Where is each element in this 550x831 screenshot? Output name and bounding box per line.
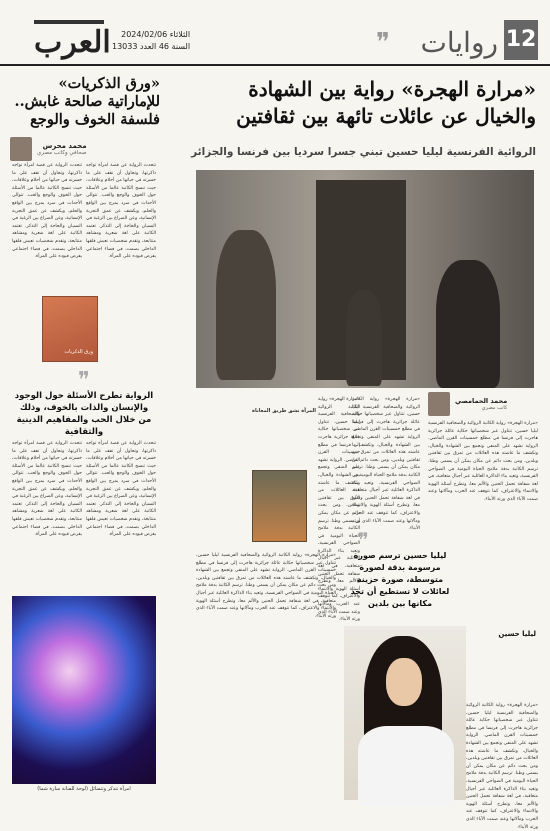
logo-bar [34, 20, 104, 24]
portrait-face [386, 658, 422, 706]
main-body-col-5: «مرارة الهجرة» رواية الكاتبة الروائية والصحافية الفرنسية ليليا حسين، تتناول عبر شخصياتها حكاية عائلة جزائرية هاجرت إلى فرنسا في مطلع خمسينات القرن الماضي. الرواية تشهد على المنفى وتجمع بين الشهادة والخيال، وتكشف ما عاشته هذه العائلات من تمزق بين ثقافتين وبلدين، ومن بحث دائم عن مكان يمكن أن يسمى وطنا. ترسم الكاتبة بدقة ملامح الحياة اليومية في الضواحي الفرنسية، وتعيد بناء الذاكرة العائلية عبر أجيال متعاقبة، في لغة شفافة تحمل الحنين والألم معا، وتطرح أسئلة الهوية والانتماء والاعتراف، كما تتوقف عند الحرب ومآلاتها وعند صمت الآباء الذي ورثه الأبناء. [466, 703, 538, 830]
main-author [428, 392, 538, 416]
painting-caption: امرأة تتذكر وتتسائل (لوحة للفنانة سارة شما) [37, 786, 131, 792]
side-body-col-3: تتحدث الرواية عن قصة امرأة تواجه ذاكرتها، وتحاول أن تقف على ما خسرته في حياتها من أحلام وعلاقات، حيث تنسج الكاتبة عالما من الأسئلة حول الخوف والوجع والحب. تتوالى الأحداث في سرد يمزج بين الواقع والحلم، ويكشف عن عمق التجربة الإنسانية، وعن الصراع بين الرغبة في النسيان والحاجة إلى التذكر. تعتمد الكاتبة على لغة شعرية ومشاهد متتابعة، وتقدم شخصيات تعيش قلقها الداخلي بصمت، في فضاء اجتماعي يفرض قيوده على المرأة. [86, 441, 156, 538]
main-headline-line1: «مرارة الهجرة» رواية بين الشهادة [248, 77, 536, 101]
side-article [10, 75, 160, 161]
main-body-col-3: «مرارة الهجرة» رواية الكاتبة الروائية والصحافية الفرنسية ليليا حسين، تتناول عبر شخصياتها حكاية عائلة جزائرية هاجرت إلى فرنسا في مطلع خمسينات القرن الماضي. الرواية تشهد على المنفى وتجمع بين الشهادة والخيال، وتكشف ما عاشته هذه العائلات من تمزق بين ثقافتين وبلدين، ومن بحث دائم عن مكان يمكن أن يسمى وطنا. ترسم الكاتبة بدقة ملامح الحياة اليومية في الضواحي الفرنسية، وتعيد بناء الذاكرة العائلية عبر أجيال متعاقبة، في لغة شفافة تحمل الحنين والألم معا، وتطرح أسئلة الهوية والانتماء والاعتراف، كما تتوقف عند الحرب ومآلاتها وعند صمت الآباء الذي ورثه الأبناء. [318, 397, 360, 623]
page-number: 12 [504, 20, 538, 60]
main-author-role: كاتب مصري [481, 405, 508, 411]
author-portrait [344, 626, 466, 800]
avatar [10, 137, 32, 161]
quote-icon: ❞ [78, 368, 90, 393]
portrait-name: ليليا حسين [498, 630, 536, 638]
main-author-name: محمد الحمامصي [455, 397, 508, 405]
main-body-col-1: «مرارة الهجرة» رواية الكاتبة الروائية والصحافية الفرنسية ليليا حسين، تتناول عبر شخصياتها حكاية عائلة جزائرية هاجرت إلى فرنسا في مطلع خمسينات القرن الماضي. الرواية تشهد على المنفى وتجمع بين الشهادة والخيال، وتكشف ما عاشته هذه العائلات من تمزق بين ثقافتين وبلدين، ومن بحث دائم عن مكان يمكن أن يسمى وطنا. ترسم الكاتبة بدقة ملامح الحياة اليومية في الضواحي الفرنسية، وتعيد بناء الذاكرة العائلية عبر أجيال متعاقبة، في لغة شفافة تحمل الحنين والألم معا، وتطرح أسئلة الهوية والانتماء والاعتراف، كما تتوقف عند الحرب ومآلاتها وعند صمت الآباء الذي ورثه الأبناء. [427, 421, 538, 502]
side-book-title: ورق الذكريات [64, 349, 93, 355]
date-line: الثلاثاء 2024/02/06 [121, 30, 191, 39]
publication-info [112, 29, 190, 53]
main-body-col-2: «مرارة الهجرة» رواية الكاتبة الروائية والصحافية الفرنسية ليليا حسين، تتناول عبر شخصياتها حكاية عائلة جزائرية هاجرت إلى فرنسا في مطلع خمسينات القرن الماضي. الرواية تشهد على المنفى وتجمع بين الشهادة والخيال، وتكشف ما عاشته هذه العائلات من تمزق بين ثقافتين وبلدين، ومن بحث دائم عن مكان يمكن أن يسمى وطنا. ترسم الكاتبة بدقة ملامح الحياة اليومية في الضواحي الفرنسية، وتعيد بناء الذاكرة العائلية عبر أجيال متعاقبة، في لغة شفافة تحمل الحنين والألم معا، وتطرح أسئلة الهوية والانتماء والاعتراف، كما تتوقف عند الحرب ومآلاتها وعند صمت الآباء الذي ورثه الأبناء. [352, 397, 420, 532]
section-title: روايات [420, 26, 498, 59]
avatar [428, 392, 450, 416]
book-caption: المرأة تشق طريق المعاناة [252, 408, 316, 414]
painting-image [12, 596, 156, 784]
photo-figure-child [346, 290, 382, 386]
portrait-shirt [358, 726, 454, 806]
side-author-name: محمد محرس [42, 142, 87, 150]
side-book-cover [42, 296, 98, 362]
side-pull-quote: الرواية تطرح الأسئلة حول الوجود والإنسان والذات بالخوف، وذلك من خلال الحب والمفاهيم الدينية والثقافية [14, 391, 154, 437]
quote-icon: ❞ [358, 528, 369, 552]
side-headline: «ورق الذكريات» للإماراتية صالحة غابش.. فلسفة الخوف والوجع [14, 75, 160, 128]
side-body-col-4: تتحدث الرواية عن قصة امرأة تواجه ذاكرتها، وتحاول أن تقف على ما خسرته في حياتها من أحلام وعلاقات، حيث تنسج الكاتبة عالما من الأسئلة حول الخوف والوجع والحب. تتوالى الأحداث في سرد يمزج بين الواقع والحلم، ويكشف عن عمق التجربة الإنسانية، وعن الصراع بين الرغبة في النسيان والحاجة إلى التذكر. تعتمد الكاتبة على لغة شعرية ومشاهد متتابعة، وتقدم شخصيات تعيش قلقها الداخلي بصمت، في فضاء اجتماعي يفرض قيوده على المرأة. [12, 441, 82, 538]
side-body-col-2: تتحدث الرواية عن قصة امرأة تواجه ذاكرتها، وتحاول أن تقف على ما خسرته في حياتها من أحلام وعلاقات، حيث تنسج الكاتبة عالما من الأسئلة حول الخوف والوجع والحب. تتوالى الأحداث في سرد يمزج بين الواقع والحلم، ويكشف عن عمق التجربة الإنسانية، وعن الصراع بين الرغبة في النسيان والحاجة إلى التذكر. تعتمد الكاتبة على لغة شعرية ومشاهد متتابعة، وتقدم شخصيات تعيش قلقها الداخلي بصمت، في فضاء اجتماعي يفرض قيوده على المرأة. [12, 163, 82, 260]
issue-line: السنة 46 العدد 13033 [112, 42, 191, 51]
newspaper-logo: العرب [34, 25, 111, 60]
photo-figure-man [436, 260, 500, 388]
family-photo [196, 170, 534, 388]
photo-figure-woman [216, 230, 276, 380]
book-cover [252, 470, 307, 542]
main-headline-line2: والخيال عن عائلات تائهة بين ثقافتين [236, 104, 536, 128]
main-subheadline: الروائية الفرنسية ليليا حسين تبني جسرا سرديا بين فرنسا والجزائر [191, 146, 536, 158]
quote-icon: ❞ [376, 28, 390, 58]
main-pull-quote: ليليا حسين ترسم صورة مرسومة بدقة لصورة متوسطة، صورة حزينة لعائلات لا تستطيع أن تجد مكانها بين بلدين [350, 551, 450, 608]
main-body-col-4: «مرارة الهجرة» رواية الكاتبة الروائية والصحافية الفرنسية ليليا حسين، تتناول عبر شخصياتها حكاية عائلة جزائرية هاجرت إلى فرنسا في مطلع خمسينات القرن الماضي. الرواية تشهد على المنفى وتجمع بين الشهادة والخيال، وتكشف ما عاشته هذه العائلات من تمزق بين ثقافتين وبلدين، ومن بحث دائم عن مكان يمكن أن يسمى وطنا. ترسم الكاتبة بدقة ملامح الحياة اليومية في الضواحي الفرنسية، وتعيد بناء الذاكرة العائلية عبر أجيال متعاقبة، في لغة شفافة تحمل الحنين والألم معا، وتطرح أسئلة الهوية والانتماء والاعتراف، كما تتوقف عند الحرب ومآلاتها وعند صمت الآباء الذي ورثه الأبناء. [196, 553, 336, 619]
main-headline [176, 76, 536, 130]
portrait-caption [456, 630, 536, 638]
masthead [0, 0, 550, 66]
side-author [10, 137, 160, 161]
side-author-role: صحافي وكاتب مصري [37, 150, 87, 156]
side-body-col-1: تتحدث الرواية عن قصة امرأة تواجه ذاكرتها، وتحاول أن تقف على ما خسرته في حياتها من أحلام وعلاقات، حيث تنسج الكاتبة عالما من الأسئلة حول الخوف والوجع والحب. تتوالى الأحداث في سرد يمزج بين الواقع والحلم، ويكشف عن عمق التجربة الإنسانية، وعن الصراع بين الرغبة في النسيان والحاجة إلى التذكر. تعتمد الكاتبة على لغة شعرية ومشاهد متتابعة، وتقدم شخصيات تعيش قلقها الداخلي بصمت، في فضاء اجتماعي يفرض قيوده على المرأة. [86, 163, 156, 260]
